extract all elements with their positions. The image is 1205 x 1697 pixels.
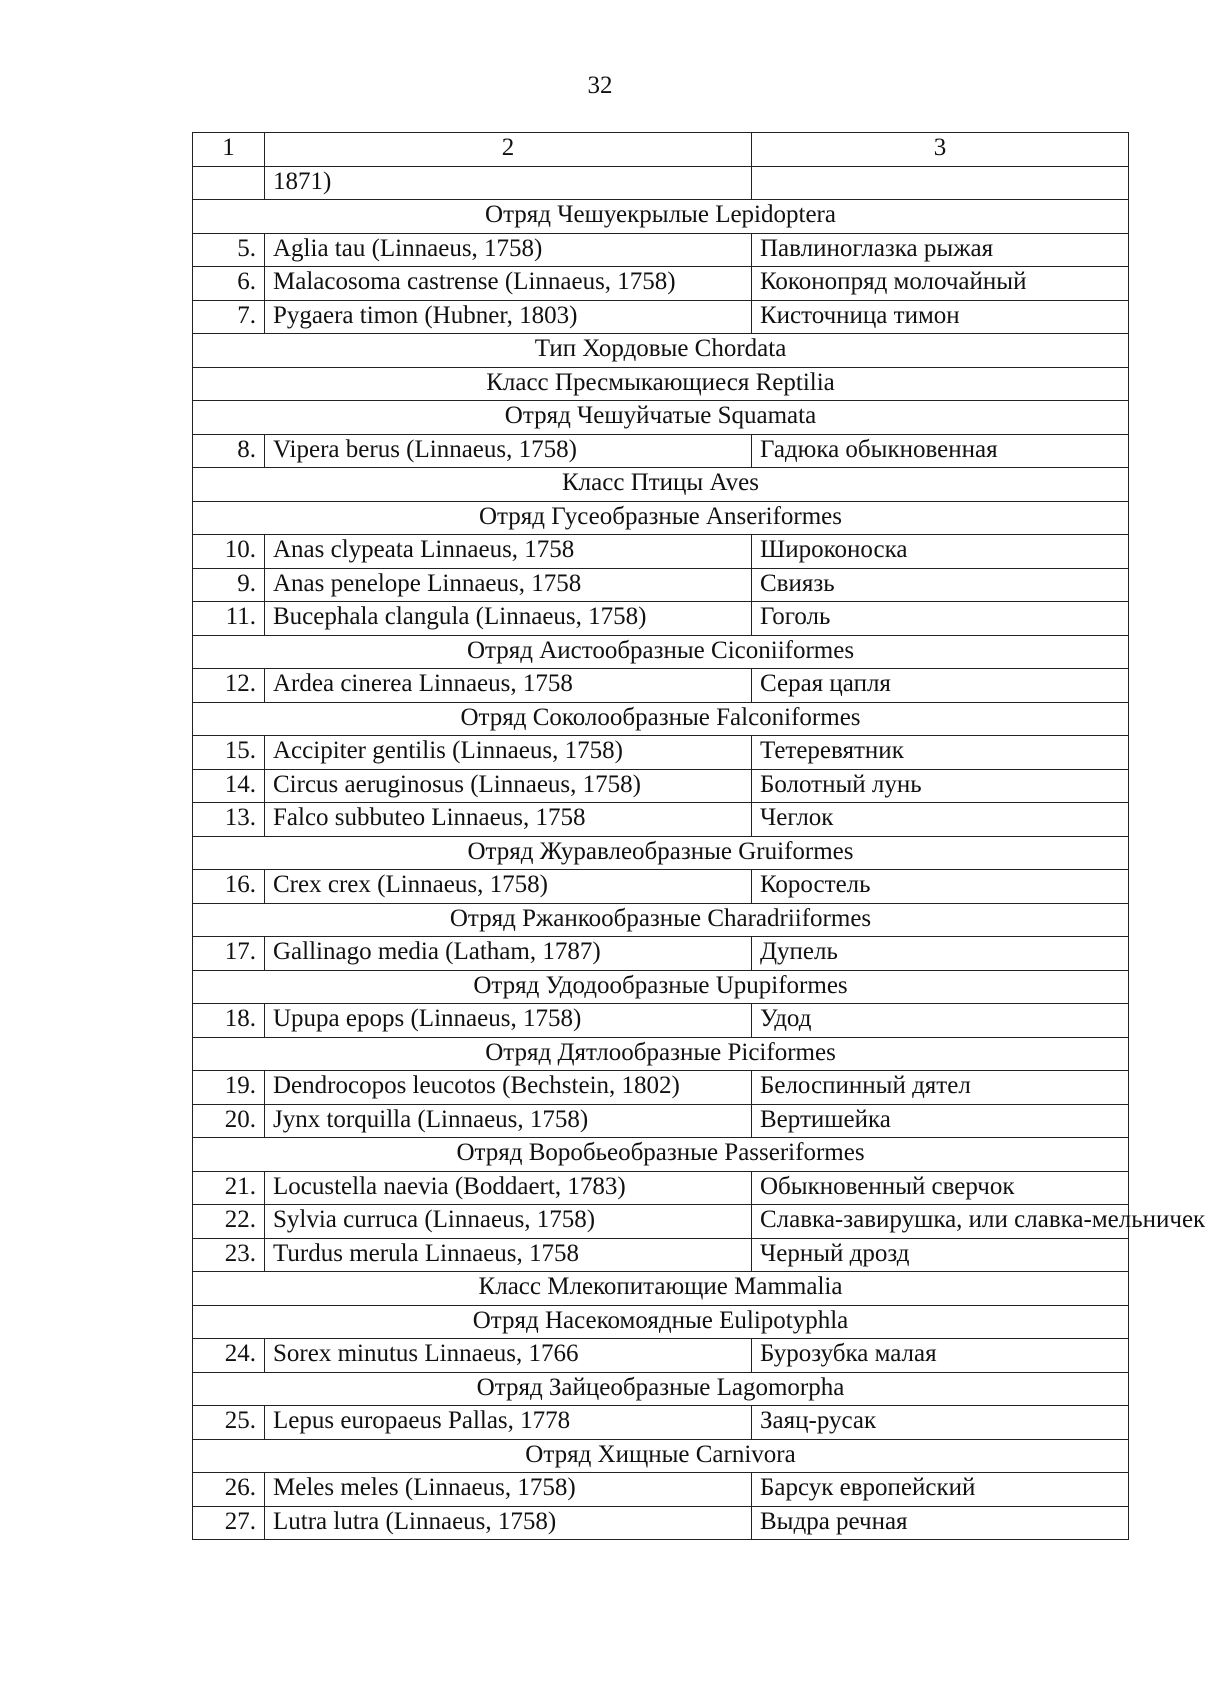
- species-latin-name: Ardea cinerea Linnaeus, 1758: [265, 669, 752, 703]
- species-number: 26.: [193, 1473, 265, 1507]
- species-russian-name: Чеглок: [752, 803, 1129, 837]
- species-row: [193, 769, 1129, 803]
- species-russian-name: Белоспинный дятел: [752, 1071, 1129, 1105]
- species-number: 19.: [193, 1071, 265, 1105]
- species-russian-name: Кисточница тимон: [752, 300, 1129, 334]
- taxon-group-label: Отряд Зайцеобразные Lagomorpha: [193, 1372, 1129, 1406]
- species-russian-name: Гоголь: [752, 602, 1129, 636]
- species-russian-name: Выдра речная: [752, 1506, 1129, 1540]
- species-russian-name: Обыкновенный сверчок: [752, 1171, 1129, 1205]
- species-number: 10.: [193, 535, 265, 569]
- taxon-group-label: Отряд Журавлеобразные Gruiformes: [193, 836, 1129, 870]
- species-latin-name: Bucephala clangula (Linnaeus, 1758): [265, 602, 752, 636]
- species-number: 18.: [193, 1004, 265, 1038]
- species-latin-name: Pygaera timon (Hubner, 1803): [265, 300, 752, 334]
- species-row: [193, 803, 1129, 837]
- species-number: 11.: [193, 602, 265, 636]
- header-cell-2: 2: [265, 133, 752, 167]
- species-russian-name: Тетеревятник: [752, 736, 1129, 770]
- species-latin-name: Malacosoma castrense (Linnaeus, 1758): [265, 267, 752, 301]
- species-row: [193, 937, 1129, 971]
- header-row: [193, 133, 1129, 167]
- species-latin-name: Turdus merula Linnaeus, 1758: [265, 1238, 752, 1272]
- species-russian-name: Дупель: [752, 937, 1129, 971]
- species-row: [193, 1171, 1129, 1205]
- species-row: [193, 1104, 1129, 1138]
- species-row: [193, 568, 1129, 602]
- species-row: [193, 535, 1129, 569]
- species-latin-name: Crex crex (Linnaeus, 1758): [265, 870, 752, 904]
- species-number: 23.: [193, 1238, 265, 1272]
- page-number: 32: [587, 72, 613, 99]
- species-row: [193, 669, 1129, 703]
- species-russian-name: Черный дрозд: [752, 1238, 1129, 1272]
- species-number: 12.: [193, 669, 265, 703]
- group-header-row: [193, 468, 1129, 502]
- group-header-row: [193, 1138, 1129, 1172]
- species-russian-name: Вертишейка: [752, 1104, 1129, 1138]
- species-russian-name: Удод: [752, 1004, 1129, 1038]
- species-latin-name: Gallinago media (Latham, 1787): [265, 937, 752, 971]
- taxon-group-label: Тип Хордовые Chordata: [193, 334, 1129, 368]
- species-row: [193, 267, 1129, 301]
- taxon-group-label: Отряд Аистообразные Ciconiiformes: [193, 635, 1129, 669]
- group-header-row: [193, 200, 1129, 234]
- species-latin-name: Circus aeruginosus (Linnaeus, 1758): [265, 769, 752, 803]
- species-number: 14.: [193, 769, 265, 803]
- species-row: [193, 434, 1129, 468]
- species-row: [193, 1071, 1129, 1105]
- taxon-group-label: Отряд Чешуйчатые Squamata: [193, 401, 1129, 435]
- group-header-row: [193, 1037, 1129, 1071]
- species-row: [193, 1339, 1129, 1373]
- table-body: [193, 166, 1205, 1540]
- species-russian-name: Болотный лунь: [752, 769, 1129, 803]
- taxon-group-label: Класс Млекопитающие Mammalia: [193, 1272, 1129, 1306]
- species-number: 25.: [193, 1406, 265, 1440]
- species-number: 8.: [193, 434, 265, 468]
- group-header-row: [193, 970, 1129, 1004]
- taxon-group-label: Отряд Чешуекрылые Lepidoptera: [193, 200, 1129, 234]
- species-row: [193, 166, 1129, 200]
- taxon-group-label: Отряд Хищные Carnivora: [193, 1439, 1129, 1473]
- group-header-row: [193, 334, 1129, 368]
- species-latin-name: Sylvia curruca (Linnaeus, 1758): [265, 1205, 752, 1239]
- species-number: 24.: [193, 1339, 265, 1373]
- species-latin-name: Dendrocopos leucotos (Bechstein, 1802): [265, 1071, 752, 1105]
- species-number: 16.: [193, 870, 265, 904]
- species-latin-name: Lepus europaeus Pallas, 1778: [265, 1406, 752, 1440]
- group-header-row: [193, 1372, 1129, 1406]
- species-russian-name: Серая цапля: [752, 669, 1129, 703]
- species-russian-name: Павлиноглазка рыжая: [752, 233, 1129, 267]
- species-number: 21.: [193, 1171, 265, 1205]
- species-russian-name: Славка-завирушка, или славка-мельничек: [752, 1205, 1129, 1239]
- species-row: [193, 870, 1129, 904]
- taxon-group-label: Класс Пресмыкающиеся Reptilia: [193, 367, 1129, 401]
- species-latin-name: 1871): [265, 166, 752, 200]
- group-header-row: [193, 836, 1129, 870]
- species-row: [193, 1473, 1129, 1507]
- group-header-row: [193, 702, 1129, 736]
- group-header-row: [193, 635, 1129, 669]
- species-number: 5.: [193, 233, 265, 267]
- species-russian-name: [752, 166, 1129, 200]
- group-header-row: [193, 1272, 1129, 1306]
- taxon-group-label: Отряд Дятлообразные Piciformes: [193, 1037, 1129, 1071]
- taxon-group-label: Отряд Соколообразные Falconiformes: [193, 702, 1129, 736]
- header-cell-3: 3: [752, 133, 1129, 167]
- species-row: [193, 602, 1129, 636]
- species-latin-name: Meles meles (Linnaeus, 1758): [265, 1473, 752, 1507]
- species-latin-name: Anas clypeata Linnaeus, 1758: [265, 535, 752, 569]
- group-header-row: [193, 501, 1129, 535]
- species-number: 20.: [193, 1104, 265, 1138]
- taxon-group-label: Отряд Гусеобразные Anseriformes: [193, 501, 1129, 535]
- species-number: [193, 166, 265, 200]
- group-header-row: [193, 903, 1129, 937]
- taxon-group-label: Отряд Удодообразные Upupiformes: [193, 970, 1129, 1004]
- species-latin-name: Aglia tau (Linnaeus, 1758): [265, 233, 752, 267]
- species-number: 13.: [193, 803, 265, 837]
- species-latin-name: Falco subbuteo Linnaeus, 1758: [265, 803, 752, 837]
- group-header-row: [193, 367, 1129, 401]
- species-number: 27.: [193, 1506, 265, 1540]
- species-latin-name: Accipiter gentilis (Linnaeus, 1758): [265, 736, 752, 770]
- species-latin-name: Lutra lutra (Linnaeus, 1758): [265, 1506, 752, 1540]
- species-row: [193, 1406, 1129, 1440]
- species-latin-name: Anas penelope Linnaeus, 1758: [265, 568, 752, 602]
- species-number: 9.: [193, 568, 265, 602]
- species-row: [193, 1238, 1129, 1272]
- species-latin-name: Jynx torquilla (Linnaeus, 1758): [265, 1104, 752, 1138]
- species-row: [193, 736, 1129, 770]
- taxon-group-label: Отряд Ржанкообразные Charadriiformes: [193, 903, 1129, 937]
- species-number: 17.: [193, 937, 265, 971]
- taxon-group-label: Отряд Воробьеобразные Passeriformes: [193, 1138, 1129, 1172]
- species-row: [193, 233, 1129, 267]
- species-russian-name: Свиязь: [752, 568, 1129, 602]
- taxon-group-label: Отряд Насекомоядные Eulipotyphla: [193, 1305, 1129, 1339]
- species-row: [193, 300, 1129, 334]
- species-number: 22.: [193, 1205, 265, 1239]
- species-latin-name: Sorex minutus Linnaeus, 1766: [265, 1339, 752, 1373]
- species-latin-name: Vipera berus (Linnaeus, 1758): [265, 434, 752, 468]
- species-latin-name: Locustella naevia (Boddaert, 1783): [265, 1171, 752, 1205]
- species-russian-name: Барсук европейский: [752, 1473, 1129, 1507]
- species-russian-name: Коростель: [752, 870, 1129, 904]
- group-header-row: [193, 1305, 1129, 1339]
- species-russian-name: Заяц-русак: [752, 1406, 1129, 1440]
- species-russian-name: Коконопряд молочайный: [752, 267, 1129, 301]
- species-number: 6.: [193, 267, 265, 301]
- taxon-group-label: Класс Птицы Aves: [193, 468, 1129, 502]
- species-row: [193, 1205, 1129, 1239]
- species-row: [193, 1506, 1129, 1540]
- group-header-row: [193, 401, 1129, 435]
- species-number: 15.: [193, 736, 265, 770]
- header-cell-1: 1: [193, 133, 265, 167]
- species-russian-name: Гадюка обыкновенная: [752, 434, 1129, 468]
- species-table: [192, 132, 1205, 1540]
- species-latin-name: Upupa epops (Linnaeus, 1758): [265, 1004, 752, 1038]
- species-row: [193, 1004, 1129, 1038]
- species-russian-name: Бурозубка малая: [752, 1339, 1129, 1373]
- species-number: 7.: [193, 300, 265, 334]
- group-header-row: [193, 1439, 1129, 1473]
- species-russian-name: Широконоска: [752, 535, 1129, 569]
